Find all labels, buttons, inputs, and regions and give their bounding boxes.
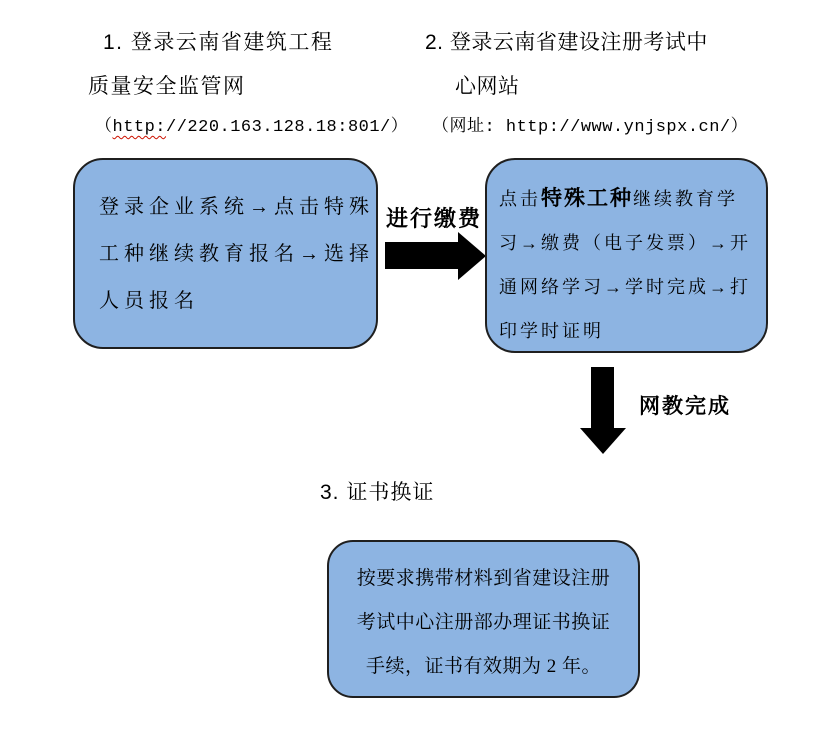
step2-heading-line1: 2. 登录云南省建设注册考试中 [425, 31, 708, 54]
right-box-line1-prefix: 点击 [499, 189, 541, 209]
left-process-box [73, 158, 378, 349]
step1-heading-line1: 1. 登录云南省建筑工程 [103, 31, 334, 54]
step1-heading-line2: 质量安全监管网 [88, 75, 246, 98]
horizontal-arrow-label: 进行缴费 [386, 206, 483, 231]
step1-url-open-paren: （ [95, 118, 113, 137]
right-box-line3: 通网络学习→学时完成→打 [499, 277, 751, 297]
step1-url-spellcheck-part: http: [112, 118, 167, 137]
right-box-line1-bold-term: 特殊工种 [541, 186, 633, 210]
arrow-right-head-icon [458, 232, 486, 280]
right-box-line1 [499, 176, 766, 221]
bottom-process-box [327, 540, 640, 698]
bottom-box-line1: 按要求携带材料到省建设注册 [356, 568, 611, 589]
right-box-line2: 习→缴费（电子发票）→开 [499, 233, 751, 253]
arrow-down-icon [591, 367, 614, 429]
left-box-line3: 人员报名 [99, 290, 199, 312]
arrow-down-head-icon [580, 428, 626, 454]
arrow-right-icon [385, 242, 459, 269]
step3-heading: 3. 证书换证 [320, 481, 435, 504]
right-process-box [485, 158, 768, 353]
step2-url: （网址: http://www.ynjspx.cn/） [432, 118, 749, 137]
right-box-line4: 印学时证明 [499, 321, 604, 341]
right-box-line1-suffix: 继续教育学 [633, 189, 738, 209]
left-box-line2: 工种继续教育报名→选择 [99, 243, 374, 265]
bottom-box-line3: 手续，证书有效期为 2 年。 [365, 656, 601, 677]
left-box-line1: 登录企业系统→点击特殊 [99, 196, 374, 218]
bottom-box-line2: 考试中心注册部办理证书换证 [356, 612, 611, 633]
step2-heading-line2: 心网站 [455, 75, 520, 98]
step1-url-rest: //220.163.128.18:801/） [166, 118, 409, 137]
step1-url [95, 118, 408, 138]
vertical-arrow-label: 网教完成 [639, 395, 731, 418]
